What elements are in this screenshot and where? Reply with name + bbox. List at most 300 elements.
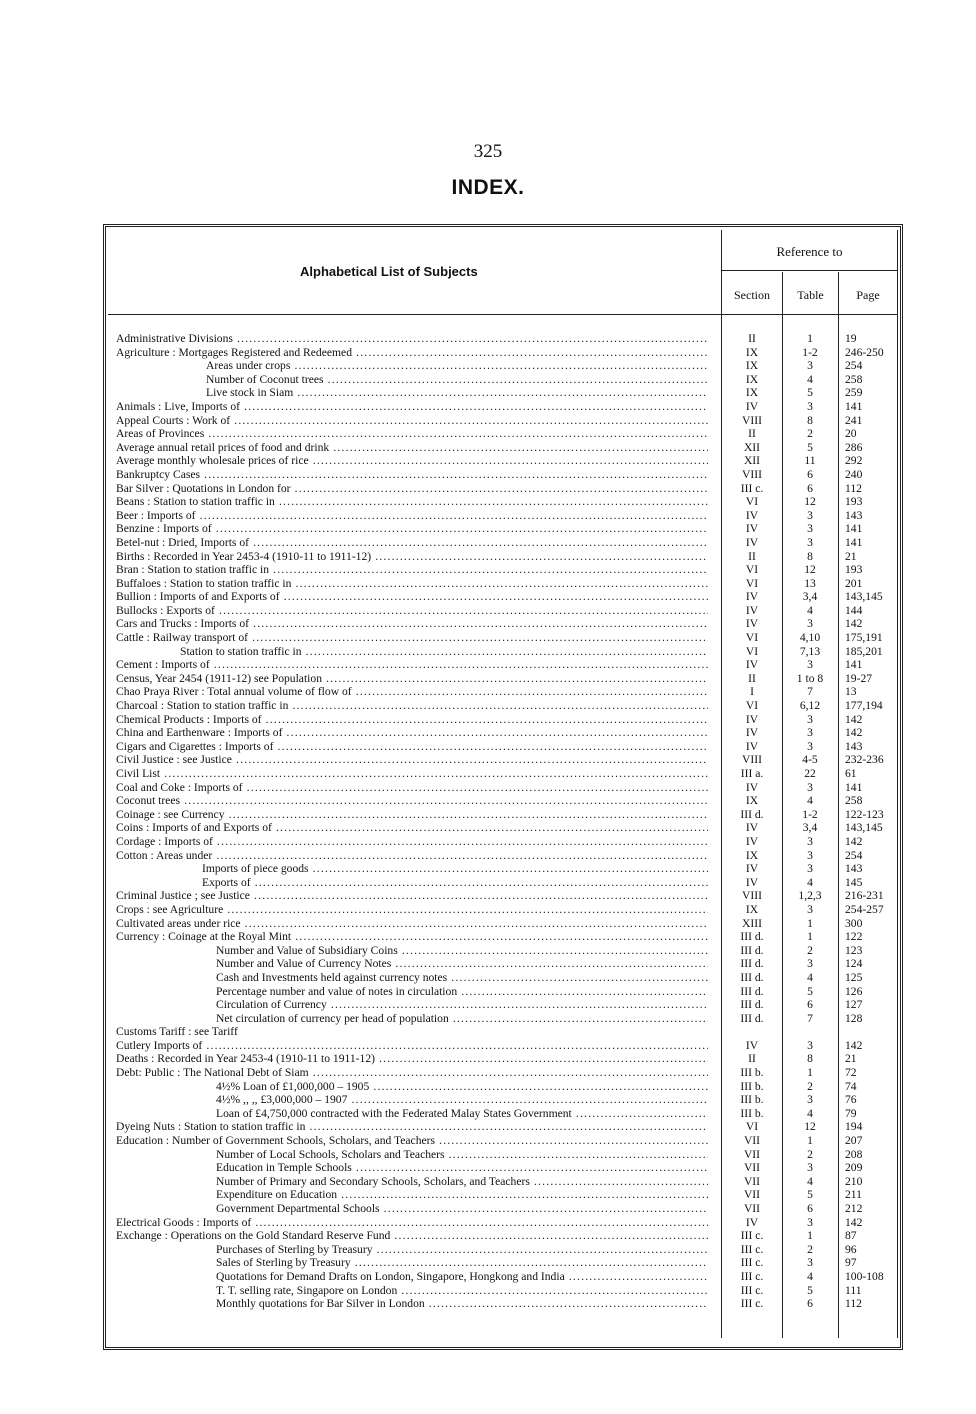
entry-section: VII bbox=[743, 1147, 761, 1161]
entry-table: 6,12 bbox=[799, 699, 821, 713]
entry-section: III b. bbox=[740, 1106, 764, 1120]
entry-table: 5 bbox=[807, 1188, 813, 1202]
entry-table: 1 bbox=[807, 332, 813, 345]
entry-page: 97 bbox=[845, 1256, 857, 1270]
entry-subject: Coins : Imports of and Exports of ..... bbox=[116, 821, 708, 835]
entry-subject: Loan of £4,750,000 contracted with the Federated Malay States Government ..... bbox=[116, 1107, 708, 1121]
entry-subject: Customs Tariff : see Tariff bbox=[116, 1025, 238, 1039]
entry-page: 19-27 bbox=[845, 671, 873, 685]
entry-page: 79 bbox=[845, 1106, 857, 1120]
entry-subject: Bran : Station to station traffic in ..... bbox=[116, 563, 708, 577]
entry-table: 2 bbox=[807, 943, 813, 957]
entry-section: IV bbox=[745, 522, 759, 536]
index-row bbox=[116, 1270, 896, 1284]
entry-section: VII bbox=[743, 1188, 761, 1202]
entry-page: 111 bbox=[845, 1283, 862, 1297]
entry-page: 259 bbox=[845, 386, 863, 400]
index-row bbox=[116, 672, 896, 686]
entry-section: IV bbox=[745, 399, 759, 413]
entry-page: 209 bbox=[845, 1161, 863, 1175]
index-row bbox=[116, 631, 896, 645]
entry-page: 143 bbox=[845, 508, 863, 522]
index-row bbox=[116, 400, 896, 414]
entry-table: 6 bbox=[807, 998, 813, 1012]
entry-subject: Live stock in Siam ..... bbox=[116, 386, 708, 400]
entry-subject: Cash and Investments held against currency notes ..... bbox=[116, 971, 708, 985]
page-title: INDEX. bbox=[451, 176, 525, 199]
entry-page: 201 bbox=[845, 576, 863, 590]
entry-table: 1-2 bbox=[802, 345, 818, 359]
entry-section: IV bbox=[745, 617, 759, 631]
entry-subject: T. T. selling rate, Singapore on London ..... bbox=[116, 1284, 708, 1298]
entry-page: 142 bbox=[845, 1215, 863, 1229]
entry-section: III d. bbox=[740, 807, 764, 821]
entry-section: VIII bbox=[742, 467, 762, 481]
entry-page: 177,194 bbox=[845, 699, 883, 713]
entry-section: VI bbox=[745, 495, 759, 509]
entry-section: IX bbox=[745, 359, 759, 373]
entry-table: 6 bbox=[807, 481, 813, 495]
entry-subject: Circulation of Currency ..... bbox=[116, 998, 708, 1012]
entry-page: 126 bbox=[845, 984, 863, 998]
entry-section: IX bbox=[745, 345, 759, 359]
entry-page: 185,201 bbox=[845, 644, 883, 658]
entry-section: II bbox=[748, 671, 756, 685]
entry-table: 3 bbox=[807, 1256, 813, 1270]
entry-subject: Electrical Goods : Imports of ..... bbox=[116, 1216, 708, 1230]
entry-table: 8 bbox=[807, 413, 813, 427]
entry-subject: Number and Value of Currency Notes ..... bbox=[116, 957, 708, 971]
entry-page: 143,145 bbox=[845, 590, 883, 604]
entry-page: 241 bbox=[845, 413, 863, 427]
entry-section: IX bbox=[745, 386, 759, 400]
index-row bbox=[116, 550, 896, 564]
entry-table: 8 bbox=[807, 1052, 813, 1066]
entry-page: 112 bbox=[845, 481, 862, 495]
entry-table: 3 bbox=[807, 862, 813, 876]
entry-table: 2 bbox=[807, 427, 813, 441]
page-number: 325 bbox=[473, 141, 503, 162]
index-row bbox=[116, 658, 896, 672]
entry-subject: Purchases of Sterling by Treasury ..... bbox=[116, 1243, 708, 1257]
entry-table: 2 bbox=[807, 1079, 813, 1093]
entry-section: IV bbox=[745, 862, 759, 876]
entry-subject: Agriculture : Mortgages Registered and Redeemed ..... bbox=[116, 346, 708, 360]
index-row bbox=[116, 1256, 896, 1270]
entry-subject: Cars and Trucks : Imports of ..... bbox=[116, 617, 708, 631]
entry-section: IX bbox=[745, 902, 759, 916]
entry-table: 3 bbox=[807, 902, 813, 916]
index-row bbox=[116, 1039, 896, 1053]
entry-table: 1 bbox=[807, 916, 813, 930]
entry-section: VI bbox=[745, 631, 759, 645]
entry-section: IV bbox=[745, 875, 759, 889]
entry-page: 74 bbox=[845, 1079, 857, 1093]
entry-table: 6 bbox=[807, 467, 813, 481]
entry-table: 4 bbox=[807, 794, 813, 808]
entry-section: III b. bbox=[740, 1066, 764, 1080]
index-row bbox=[116, 1243, 896, 1257]
entry-section: VI bbox=[745, 576, 759, 590]
entry-table: 2 bbox=[807, 1147, 813, 1161]
entry-page: 21 bbox=[845, 549, 857, 563]
index-row bbox=[116, 794, 896, 808]
entry-section: III c. bbox=[740, 1269, 764, 1283]
entry-subject: Education : Number of Government Schools, Scholars, and Teachers ..... bbox=[116, 1134, 708, 1148]
entry-page: 142 bbox=[845, 617, 863, 631]
entry-section: II bbox=[748, 427, 756, 441]
entry-page: 143 bbox=[845, 862, 863, 876]
entry-table: 3 bbox=[807, 739, 813, 753]
index-row bbox=[116, 821, 896, 835]
entry-subject: Cotton : Areas under ..... bbox=[116, 849, 708, 863]
entry-table: 6 bbox=[807, 1297, 813, 1311]
entry-subject: Exports of ..... bbox=[116, 876, 708, 890]
entry-page: 232-236 bbox=[845, 753, 884, 767]
index-row bbox=[116, 346, 896, 360]
index-row bbox=[116, 1161, 896, 1175]
entry-subject: Chao Praya River : Total annual volume of flow of ..... bbox=[116, 685, 708, 699]
entry-page: 127 bbox=[845, 998, 863, 1012]
entry-section: IV bbox=[745, 726, 759, 740]
entry-subject: Coinage : see Currency ..... bbox=[116, 808, 708, 822]
index-row bbox=[116, 1297, 896, 1311]
index-row bbox=[116, 1093, 896, 1107]
index-row bbox=[116, 699, 896, 713]
entry-table: 3 bbox=[807, 1161, 813, 1175]
index-row bbox=[116, 889, 896, 903]
entry-page: 292 bbox=[845, 454, 863, 468]
entry-page: 143,145 bbox=[845, 821, 883, 835]
entry-table: 3 bbox=[807, 726, 813, 740]
entry-page: 143 bbox=[845, 739, 863, 753]
entry-table: 3 bbox=[807, 508, 813, 522]
index-row bbox=[116, 468, 896, 482]
entry-page: 142 bbox=[845, 1038, 863, 1052]
entry-subject: Charcoal : Station to station traffic in ..... bbox=[116, 699, 708, 713]
entry-section: VIII bbox=[742, 889, 762, 903]
entry-table: 4 bbox=[807, 603, 813, 617]
entry-page: 258 bbox=[845, 794, 863, 808]
entry-section: III d. bbox=[740, 930, 764, 944]
entry-subject: Deaths : Recorded in Year 2453-4 (1910-11 to 1911-12) ..... bbox=[116, 1052, 708, 1066]
entry-page: 19 bbox=[845, 332, 857, 345]
entry-subject: Buffaloes : Station to station traffic in ..... bbox=[116, 577, 708, 591]
index-row bbox=[116, 944, 896, 958]
index-row bbox=[116, 604, 896, 618]
reference-to-header: Reference to bbox=[776, 244, 843, 259]
index-row bbox=[116, 577, 896, 591]
entry-page: 175,191 bbox=[845, 631, 883, 645]
entry-subject: Bullocks : Exports of ..... bbox=[116, 604, 708, 618]
entry-subject: 4½% Loan of £1,000,000 – 1905 ..... bbox=[116, 1080, 708, 1094]
entry-table: 1-2 bbox=[802, 807, 818, 821]
entry-page: 125 bbox=[845, 970, 863, 984]
entry-table: 3 bbox=[807, 617, 813, 631]
entry-subject: Census, Year 2454 (1911-12) see Population ..... bbox=[116, 672, 708, 686]
entry-subject: Education in Temple Schools ..... bbox=[116, 1161, 708, 1175]
entry-table: 7 bbox=[807, 1011, 813, 1025]
entry-section: II bbox=[748, 332, 756, 345]
index-row bbox=[116, 957, 896, 971]
entry-section: III c. bbox=[740, 1229, 764, 1243]
index-row bbox=[116, 454, 896, 468]
entry-page: 193 bbox=[845, 563, 863, 577]
entry-page: 194 bbox=[845, 1120, 863, 1134]
entry-subject: Currency : Coinage at the Royal Mint ..... bbox=[116, 930, 708, 944]
index-row bbox=[116, 1229, 896, 1243]
entry-table: 3 bbox=[807, 359, 813, 373]
entry-subject: Beer : Imports of ..... bbox=[116, 509, 708, 523]
entry-section: IV bbox=[745, 658, 759, 672]
entry-subject: Government Departmental Schools ..... bbox=[116, 1202, 708, 1216]
entry-subject: Cattle : Railway transport of ..... bbox=[116, 631, 708, 645]
entry-page: 142 bbox=[845, 726, 863, 740]
entry-table: 3 bbox=[807, 658, 813, 672]
index-row bbox=[116, 726, 896, 740]
entry-page: 258 bbox=[845, 372, 863, 386]
entry-table: 4 bbox=[807, 1174, 813, 1188]
index-row bbox=[116, 835, 896, 849]
entry-subject: Civil List ..... bbox=[116, 767, 708, 781]
entry-page: 212 bbox=[845, 1202, 863, 1215]
entry-page: 211 bbox=[845, 1188, 862, 1202]
index-row bbox=[116, 1202, 896, 1216]
entry-table: 3 bbox=[807, 957, 813, 971]
index-row bbox=[116, 930, 896, 944]
entry-section: VI bbox=[745, 644, 759, 658]
entry-section: IV bbox=[745, 535, 759, 549]
entry-subject: Dyeing Nuts : Station to station traffic in ..... bbox=[116, 1120, 708, 1134]
entry-subject: Imports of piece goods ..... bbox=[116, 862, 708, 876]
entry-section: III a. bbox=[740, 767, 764, 780]
reference-header-rule bbox=[721, 270, 897, 271]
entry-subject: Expenditure on Education ..... bbox=[116, 1188, 708, 1202]
index-row bbox=[116, 998, 896, 1012]
entry-section: IX bbox=[745, 372, 759, 386]
entry-page: 208 bbox=[845, 1147, 863, 1161]
entry-section: III c. bbox=[740, 481, 764, 495]
entry-section: IV bbox=[745, 834, 759, 848]
entry-page: 13 bbox=[845, 685, 857, 699]
index-row bbox=[116, 482, 896, 496]
entry-table: 3 bbox=[807, 1038, 813, 1052]
entry-section: III d. bbox=[740, 957, 764, 971]
entry-subject: Appeal Courts : Work of ..... bbox=[116, 414, 708, 428]
entry-table: 12 bbox=[804, 1120, 816, 1134]
index-row bbox=[116, 522, 896, 536]
entry-table: 4 bbox=[807, 1269, 813, 1283]
entry-section: VII bbox=[743, 1202, 761, 1215]
entry-subject: Quotations for Demand Drafts on London, Singapore, Hongkong and India ..... bbox=[116, 1270, 708, 1284]
entry-table: 7 bbox=[807, 685, 813, 699]
entry-subject: Areas under crops ..... bbox=[116, 359, 708, 373]
index-row bbox=[116, 862, 896, 876]
index-row bbox=[116, 617, 896, 631]
entry-subject: Cement : Imports of ..... bbox=[116, 658, 708, 672]
entry-section: VI bbox=[745, 1120, 759, 1134]
index-row bbox=[116, 1107, 896, 1121]
entry-section: IX bbox=[745, 848, 759, 862]
entry-table: 3 bbox=[807, 780, 813, 794]
index-row bbox=[116, 495, 896, 509]
entry-subject: Number and Value of Subsidiary Coins ..... bbox=[116, 944, 708, 958]
index-row bbox=[116, 1216, 896, 1230]
index-row bbox=[116, 441, 896, 455]
entry-page: 21 bbox=[845, 1052, 857, 1066]
entry-table: 1 bbox=[807, 1066, 813, 1080]
entry-subject: Number of Coconut trees ..... bbox=[116, 373, 708, 387]
entry-subject: Births : Recorded in Year 2453-4 (1910-11 to 1911-12) ..... bbox=[116, 550, 708, 564]
entry-table: 1 bbox=[807, 930, 813, 944]
index-row bbox=[116, 849, 896, 863]
index-row bbox=[116, 1284, 896, 1298]
entry-table: 3 bbox=[807, 1215, 813, 1229]
entry-subject: Crops : see Agriculture ..... bbox=[116, 903, 708, 917]
entry-subject: Debt: Public : The National Debt of Siam ..... bbox=[116, 1066, 708, 1080]
header-bottom-rule bbox=[108, 314, 897, 315]
entry-section: III c. bbox=[740, 1283, 764, 1297]
index-row bbox=[116, 876, 896, 890]
entry-section: IV bbox=[745, 1038, 759, 1052]
entry-subject: Net circulation of currency per head of population ..... bbox=[116, 1012, 708, 1026]
entry-subject: Bankruptcy Cases ..... bbox=[116, 468, 708, 482]
entry-subject: Administrative Divisions ..... bbox=[116, 332, 708, 346]
entry-subject: Betel-nut : Dried, Imports of ..... bbox=[116, 536, 708, 550]
entry-section: III b. bbox=[740, 1093, 764, 1107]
entry-section: IV bbox=[745, 1215, 759, 1229]
entry-subject: Bullion : Imports of and Exports of ..... bbox=[116, 590, 708, 604]
entry-subject: Chemical Products : Imports of ..... bbox=[116, 713, 708, 727]
entry-section: VI bbox=[745, 563, 759, 577]
entry-page: 122-123 bbox=[845, 807, 884, 821]
entry-table: 3,4 bbox=[802, 821, 818, 835]
entry-subject: Cutlery Imports of ..... bbox=[116, 1039, 708, 1053]
index-row bbox=[116, 740, 896, 754]
entry-table: 11 bbox=[804, 454, 816, 468]
index-row bbox=[116, 590, 896, 604]
index-row bbox=[116, 359, 896, 373]
entry-subject: Animals : Live, Imports of ..... bbox=[116, 400, 708, 414]
entry-page: 20 bbox=[845, 427, 857, 441]
index-row bbox=[116, 509, 896, 523]
entry-section: VIII bbox=[742, 753, 762, 767]
index-row bbox=[116, 781, 896, 795]
entry-table: 12 bbox=[804, 495, 816, 509]
entry-section: III d. bbox=[740, 970, 764, 984]
index-row bbox=[116, 1052, 896, 1066]
entry-table: 3 bbox=[807, 522, 813, 536]
entry-page: 240 bbox=[845, 467, 863, 481]
entry-page: 141 bbox=[845, 522, 863, 536]
entry-table: 4 bbox=[807, 372, 813, 386]
entry-page: 216-231 bbox=[845, 889, 884, 903]
entry-table: 5 bbox=[807, 1283, 813, 1297]
entry-section: III d. bbox=[740, 943, 764, 957]
entry-page: 61 bbox=[845, 767, 857, 780]
entry-section: VII bbox=[743, 1161, 761, 1175]
entry-subject: Average monthly wholesale prices of rice ..... bbox=[116, 454, 708, 468]
entry-subject: China and Earthenware : Imports of ..... bbox=[116, 726, 708, 740]
entry-section: IX bbox=[745, 794, 759, 808]
entry-page: 254-257 bbox=[845, 902, 884, 916]
entry-page: 87 bbox=[845, 1229, 857, 1243]
section-header: Section bbox=[734, 288, 770, 302]
index-row bbox=[116, 427, 896, 441]
entry-subject: Monthly quotations for Bar Silver in London ..... bbox=[116, 1297, 708, 1311]
index-row bbox=[116, 536, 896, 550]
entry-section: IV bbox=[745, 821, 759, 835]
entry-table: 12 bbox=[804, 563, 816, 577]
index-row bbox=[116, 1066, 896, 1080]
entry-section: XIII bbox=[742, 916, 762, 930]
entry-section: III d. bbox=[740, 1011, 764, 1025]
entry-page: 72 bbox=[845, 1066, 857, 1080]
index-row bbox=[116, 808, 896, 822]
entry-page: 112 bbox=[845, 1297, 862, 1311]
entry-section: II bbox=[748, 1052, 756, 1066]
entry-table: 13 bbox=[804, 576, 816, 590]
entry-table: 5 bbox=[807, 440, 813, 454]
entry-table: 3 bbox=[807, 399, 813, 413]
index-row bbox=[116, 1188, 896, 1202]
entry-table: 3 bbox=[807, 712, 813, 726]
entry-table: 1 bbox=[807, 1134, 813, 1148]
entry-subject: Percentage number and value of notes in circulation ..... bbox=[116, 985, 708, 999]
index-row bbox=[116, 903, 896, 917]
entry-table: 4 bbox=[807, 970, 813, 984]
index-row bbox=[116, 563, 896, 577]
entry-page: 193 bbox=[845, 495, 863, 509]
entry-page: 141 bbox=[845, 399, 863, 413]
index-row bbox=[116, 985, 896, 999]
entry-table: 4 bbox=[807, 1106, 813, 1120]
entry-subject: Cultivated areas under rice ..... bbox=[116, 917, 708, 931]
entry-page: 100-108 bbox=[845, 1269, 884, 1283]
entry-subject: Coal and Coke : Imports of ..... bbox=[116, 781, 708, 795]
entry-section: VI bbox=[745, 699, 759, 713]
entry-subject: Bar Silver : Quotations in London for ..... bbox=[116, 482, 708, 496]
entry-subject: Number of Primary and Secondary Schools, Scholars, and Teachers ..... bbox=[116, 1175, 708, 1189]
entry-page: 122 bbox=[845, 930, 863, 944]
entry-section: III c. bbox=[740, 1256, 764, 1270]
entry-section: III c. bbox=[740, 1242, 764, 1256]
entry-subject: Exchange : Operations on the Gold Standard Reserve Fund ..... bbox=[116, 1229, 708, 1243]
entry-subject: Station to station traffic in ..... bbox=[116, 645, 708, 659]
index-row bbox=[116, 1134, 896, 1148]
entry-table: 3 bbox=[807, 1093, 813, 1107]
index-row bbox=[116, 332, 896, 346]
entry-subject: Areas of Provinces ..... bbox=[116, 427, 708, 441]
entry-subject: 4½% ,, ,, £3,000,000 – 1907 ..... bbox=[116, 1093, 708, 1107]
entry-page: 128 bbox=[845, 1011, 863, 1025]
entry-page: 210 bbox=[845, 1174, 863, 1188]
index-row bbox=[116, 971, 896, 985]
entry-table: 3 bbox=[807, 834, 813, 848]
entry-section: IV bbox=[745, 508, 759, 522]
index-row bbox=[116, 1175, 896, 1189]
page-header: Page bbox=[856, 288, 880, 302]
entry-table: 6 bbox=[807, 1202, 813, 1215]
index-row bbox=[116, 1080, 896, 1094]
entry-subject: Cigars and Cigarettes : Imports of ..... bbox=[116, 740, 708, 754]
index-row bbox=[116, 373, 896, 387]
entry-table: 3,4 bbox=[802, 590, 818, 604]
entry-table: 8 bbox=[807, 549, 813, 563]
entry-table: 5 bbox=[807, 386, 813, 400]
entry-subject: Benzine : Imports of ..... bbox=[116, 522, 708, 536]
entry-page: 286 bbox=[845, 440, 863, 454]
